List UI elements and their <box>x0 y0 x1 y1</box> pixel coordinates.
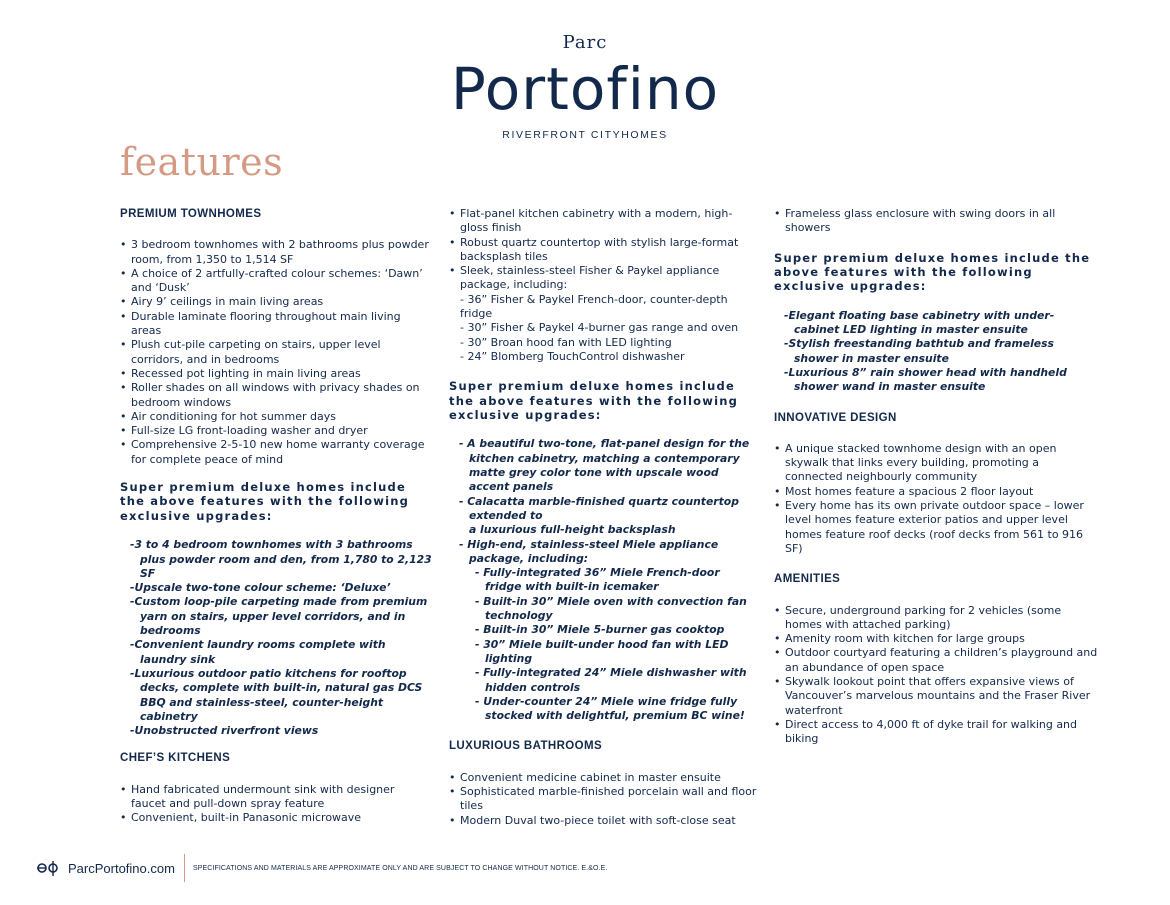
list-item: -Unobstructed riverfront views <box>130 724 319 738</box>
list-item: • 3 bedroom townhomes with 2 bathrooms plus powder room, from 1,350 to 1,514 SF <box>120 238 432 267</box>
chefs-kitchens-list-a <box>120 783 432 826</box>
list-item: - High-end, stainless-steel Miele appliance package, including: <box>459 537 719 565</box>
list-item: - Built-in 30” Miele 5-burner gas cooktop <box>475 623 725 637</box>
list-item: a luxurious full-height backsplash <box>469 523 676 537</box>
list-item: -Custom loop-pile carpeting made from premium yarn on stairs, upper level corridors, and in bedrooms <box>130 595 428 638</box>
list-item: • Hand fabricated undermount sink with designer faucet and pull-down spray feature <box>120 783 432 812</box>
list-item: • Convenient, built-in Panasonic microwave <box>120 811 432 825</box>
list-item: • Durable laminate flooring throughout main living areas <box>120 310 432 339</box>
list-item: • Secure, underground parking for 2 vehicles (some homes with attached parking) <box>774 604 1099 633</box>
appliance-list <box>449 293 759 364</box>
list-item: -Elegant floating base cabinetry with under-cabinet LED lighting in master ensuite <box>784 308 1055 337</box>
list-item: - Fully-integrated 24” Miele dishwasher with hidden controls <box>475 666 747 694</box>
list-item: - 36” Fisher & Paykel French-door, counter-depth fridge <box>460 292 728 321</box>
logo-parc: Parc <box>562 32 608 53</box>
list-item: • Every home has its own private outdoor space – lower level homes feature exterior patios and upper level homes feature roof decks (roof decks from 561 to 916 SF) <box>774 499 1099 556</box>
bathrooms-deluxe-heading: Super premium deluxe homes include the above features with the following exclusive upgrades: <box>774 250 1091 294</box>
disclaimer: SPECIFICATIONS AND MATERIALS ARE APPROXIMATE ONLY AND ARE SUBJECT TO CHANGE WITHOUT NOTICE. E.&O.E. <box>192 864 608 872</box>
amenities-list <box>774 604 1099 747</box>
innovative-design-heading: INNOVATIVE DESIGN <box>774 411 897 424</box>
footer-divider <box>184 854 185 882</box>
list-item: - Built-in 30” Miele oven with convection fan technology <box>475 594 747 623</box>
townhomes-upgrades-list <box>120 538 432 738</box>
logo-portofino: Portofino <box>450 55 720 123</box>
list-item: • Direct access to 4,000 ft of dyke trail for walking and biking <box>774 718 1099 747</box>
list-item: • Outdoor courtyard featuring a children’s playground and an abundance of open space <box>774 646 1099 675</box>
list-item: • Plush cut-pile carpeting on stairs, upper level corridors, and in bedrooms <box>120 338 432 367</box>
premium-townhomes-list <box>120 238 432 467</box>
list-item: -Stylish freestanding bathtub and frameless shower in master ensuite <box>784 337 1054 365</box>
list-item: - 24” Blomberg TouchControl dishwasher <box>460 349 685 363</box>
website-link[interactable]: ParcPortofino.com <box>68 860 175 876</box>
list-item: • Recessed pot lighting in main living areas <box>120 367 432 381</box>
list-item: -Luxurious 8” rain shower head with handheld shower wand in master ensuite <box>784 366 1067 394</box>
premium-townhomes-heading: PREMIUM TOWNHOMES <box>120 208 262 220</box>
list-item: - 30” Fisher & Paykel 4-burner gas range and oven <box>460 321 739 335</box>
list-item: - Fully-integrated 36” Miele French-door fridge with built-in icemaker <box>475 566 720 594</box>
list-item: • Sleek, stainless-steel Fisher & Paykel appliance package, including: <box>449 264 759 293</box>
chefs-kitchens-list-b <box>449 207 759 293</box>
logo-tagline: RIVERFRONT CITYHOMES <box>502 129 668 141</box>
bathrooms-list <box>449 771 759 828</box>
bathrooms-list-continued <box>774 207 1099 236</box>
kitchens-upgrades-list <box>449 437 759 723</box>
list-item: • Most homes feature a spacious 2 floor layout <box>774 485 1099 499</box>
chefs-kitchens-heading: CHEF’S KITCHENS <box>120 752 231 765</box>
list-item: • Skywalk lookout point that offers expansive views of Vancouver’s marvelous mountains and the Fraser River waterfront <box>774 675 1099 718</box>
list-item: -Luxurious outdoor patio kitchens for rooftop decks, complete with built-in, natural gas DCS BBQ and stainless-steel, counter-height cabinetry <box>130 666 423 723</box>
list-item: • Amenity room with kitchen for large groups <box>774 632 1099 646</box>
list-item: - 30” Miele built-under hood fan with LED lighting <box>475 637 729 665</box>
list-item: • Full-size LG front-loading washer and dryer <box>120 424 432 438</box>
pp-monogram-icon <box>36 859 60 877</box>
list-item: - Calacatta marble-finished quartz countertop extended to <box>459 494 739 522</box>
list-item: • Roller shades on all windows with privacy shades on bedroom windows <box>120 381 432 410</box>
townhomes-deluxe-heading: Super premium deluxe homes include the above features with the following exclusive upgrades: <box>120 480 410 523</box>
list-item: - 30” Broan hood fan with LED lighting <box>460 335 672 349</box>
list-item: • Robust quartz countertop with stylish large-format backsplash tiles <box>449 236 759 265</box>
list-item: • Comprehensive 2-5-10 new home warranty coverage for complete peace of mind <box>120 438 432 467</box>
list-item: -Convenient laundry rooms complete with laundry sink <box>130 638 386 666</box>
list-item: • Frameless glass enclosure with swing doors in all showers <box>774 207 1099 236</box>
bathrooms-upgrades-list <box>774 309 1099 395</box>
innovative-design-list <box>774 442 1099 556</box>
list-item: • Modern Duval two-piece toilet with soft-close seat <box>449 814 759 828</box>
list-item: - A beautiful two-tone, flat-panel design for the kitchen cabinetry, matching a contemporary matte grey color tone with upscale wood accent panels <box>459 437 750 494</box>
column-3 <box>774 207 1099 760</box>
list-item: -Upscale two-tone colour scheme: ‘Deluxe’ <box>130 581 391 595</box>
list-item: • Sophisticated marble-finished porcelain wall and floor tiles <box>449 785 759 814</box>
list-item: - Under-counter 24” Miele wine fridge fully stocked with delightful, premium BC wine! <box>475 694 745 723</box>
kitchens-deluxe-heading: Super premium deluxe homes include the above features with the following exclusive upgrades: <box>449 379 739 423</box>
amenities-heading: AMENITIES <box>774 573 841 586</box>
list-item: -3 to 4 bedroom townhomes with 3 bathrooms plus powder room and den, from 1,780 to 2,123 SF <box>130 538 432 580</box>
list-item: • Airy 9’ ceilings in main living areas <box>120 295 432 309</box>
footer <box>36 854 607 882</box>
page-title: features <box>120 140 284 184</box>
bathrooms-heading: LUXURIOUS BATHROOMS <box>449 740 603 753</box>
column-1 <box>120 207 432 839</box>
list-item: • Flat-panel kitchen cabinetry with a modern, high-gloss finish <box>449 207 759 236</box>
list-item: • Convenient medicine cabinet in master ensuite <box>449 771 759 785</box>
list-item: • Air conditioning for hot summer days <box>120 410 432 424</box>
list-item: • A choice of 2 artfully-crafted colour schemes: ‘Dawn’ and ‘Dusk’ <box>120 267 432 296</box>
list-item: • A unique stacked townhome design with an open skywalk that links every building, promoting a connected neighbourly community <box>774 442 1099 485</box>
column-2 <box>449 207 759 841</box>
